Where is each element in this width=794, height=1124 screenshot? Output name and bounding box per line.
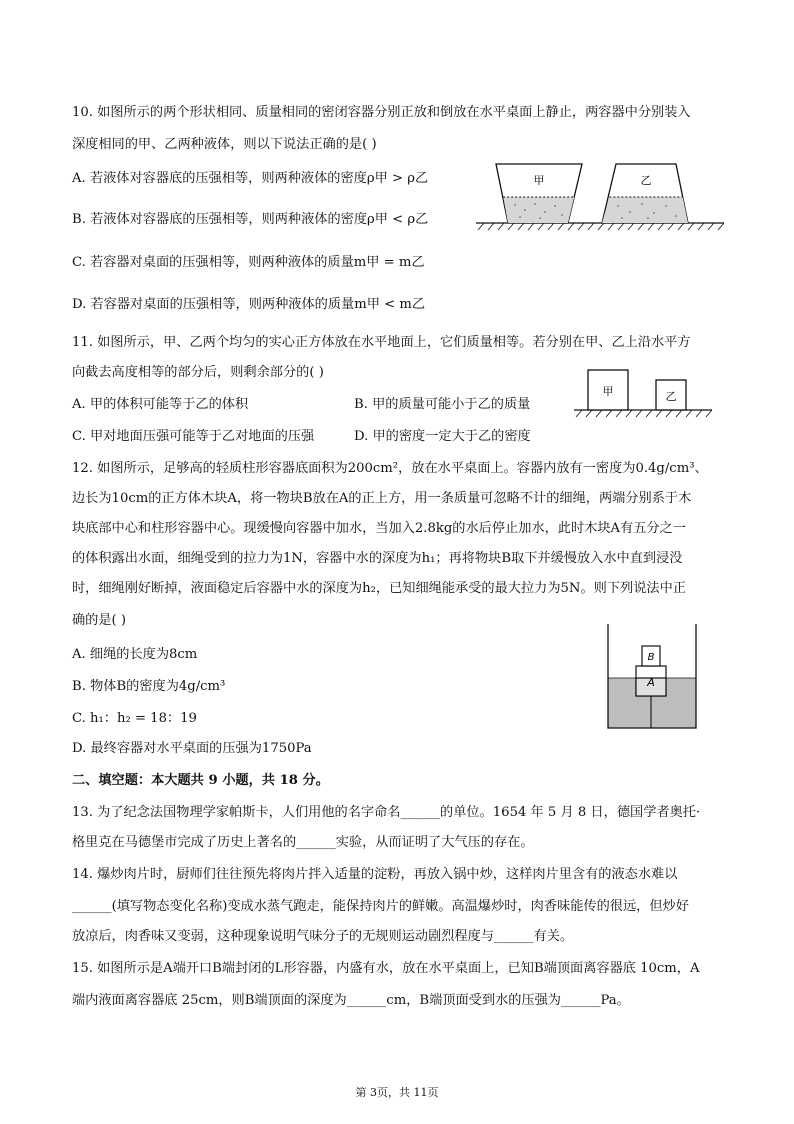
q12-figure-container	[604, 622, 700, 730]
q10-figure-label-jia: 甲	[533, 174, 545, 187]
q12-stem-line6: 确的是( )	[72, 613, 127, 628]
q14-line3: 放凉后，肉香味又变弱，这种现象说明气味分子的无规则运动剧烈程度与______有关。	[72, 929, 574, 944]
q11-option-b: B. 甲的质量可能小于乙的质量	[354, 397, 531, 412]
q10-option-c: C. 若容器对桌面的压强相等，则两种液体的质量m甲 = m乙	[72, 255, 425, 270]
q15-line2: 端内液面离容器底 25cm，则B端顶面的深度为______cm，B端顶面受到水的压强为______Pa。	[72, 993, 630, 1008]
q12-stem-line3: 块底部中心和柱形容器中心。现缓慢向容器中加水，当加入2.8kg的水后停止加水，此时木块A有五分之一	[72, 521, 686, 536]
q13-line2: 格里克在马德堡市完成了历史上著名的______实验，从而证明了大气压的存在。	[72, 835, 534, 850]
q14-line1: 14. 爆炒肉片时，厨师们往往预先将肉片拌入适量的淀粉，再放入锅中炒，这样肉片里含有的液态水难以	[72, 867, 678, 882]
q10-stem-line2: 深度相同的甲、乙两种液体，则以下说法正确的是( )	[72, 137, 377, 152]
page-footer: 第 3页，共 11页	[355, 1086, 439, 1099]
q10-option-d: D. 若容器对桌面的压强相等，则两种液体的质量m甲 < m乙	[72, 297, 426, 312]
q11-option-c: C. 甲对地面压强可能等于乙对地面的压强	[72, 429, 315, 444]
q12-figure-label-b: B	[647, 652, 655, 663]
q12-stem-line1: 12. 如图所示，足够高的轻质柱形容器底面积为200cm²，放在水平桌面上。容器内放有一密度为0.4g/cm³、	[72, 461, 708, 476]
q12-option-b: B. 物体B的密度为4g/cm³	[72, 679, 226, 694]
q11-figure-label-jia: 甲	[602, 385, 614, 398]
q12-figure-label-a: A	[647, 676, 655, 689]
q12-option-d: D. 最终容器对水平桌面的压强为1750Pa	[72, 741, 312, 756]
q12-stem-line2: 边长为10cm的正方体木块A，将一物块B放在A的正上方，用一条质量可忽略不计的细绳，两端分别系于木	[72, 491, 692, 506]
q10-stem-line1: 10. 如图所示的两个形状相同、质量相同的密闭容器分别正放和倒放在水平桌面上静止，两容器中分别装入	[72, 105, 691, 120]
q11-stem-line2: 向截去高度相等的部分后，则剩余部分的( )	[72, 365, 324, 380]
q14-line2: ______(填写物态变化名称)变成水蒸气跑走，能保持肉片的鲜嫩。高温爆炒时，肉香味能传的很远，但炒好	[72, 899, 689, 914]
q10-option-a: A. 若液体对容器底的压强相等，则两种液体的密度ρ甲 > ρ乙	[72, 171, 429, 186]
q10-figure-label-yi: 乙	[640, 174, 652, 187]
q12-stem-line4: 的体积露出水面，细绳受到的拉力为1N，容器中水的深度为h₁；再将物块B取下并缓慢放入水中直到浸没	[72, 551, 683, 566]
q11-figure-cubes	[572, 368, 714, 420]
q12-option-c: C. h₁：h₂ = 18：19	[72, 711, 197, 726]
q10-figure-containers	[470, 160, 730, 232]
q11-option-d: D. 甲的密度一定大于乙的密度	[354, 429, 531, 444]
q10-option-b: B. 若液体对容器底的压强相等，则两种液体的密度ρ甲 < ρ乙	[72, 212, 429, 227]
q11-figure-label-yi: 乙	[665, 390, 677, 403]
section-2-heading: 二、填空题：本大题共 9 小题，共 18 分。	[72, 773, 329, 788]
q11-stem-line1: 11. 如图所示，甲、乙两个均匀的实心正方体放在水平地面上，它们质量相等。若分别在甲、乙上沿水平方	[72, 335, 691, 350]
q13-line1: 13. 为了纪念法国物理学家帕斯卡，人们用他的名字命名______的单位。1654 年 5 月 8 日，德国学者奥托·	[72, 805, 701, 820]
q12-stem-line5: 时，细绳刚好断掉，液面稳定后容器中水的深度为h₂，已知细绳能承受的最大拉力为5N。则下列说法中正	[72, 581, 686, 596]
q11-option-a: A. 甲的体积可能等于乙的体积	[72, 397, 249, 412]
q15-line1: 15. 如图所示是A端开口B端封闭的L形容器，内盛有水，放在水平桌面上，已知B端顶面离容器底 10cm，A	[72, 961, 700, 976]
q12-option-a: A. 细绳的长度为8cm	[72, 647, 198, 662]
